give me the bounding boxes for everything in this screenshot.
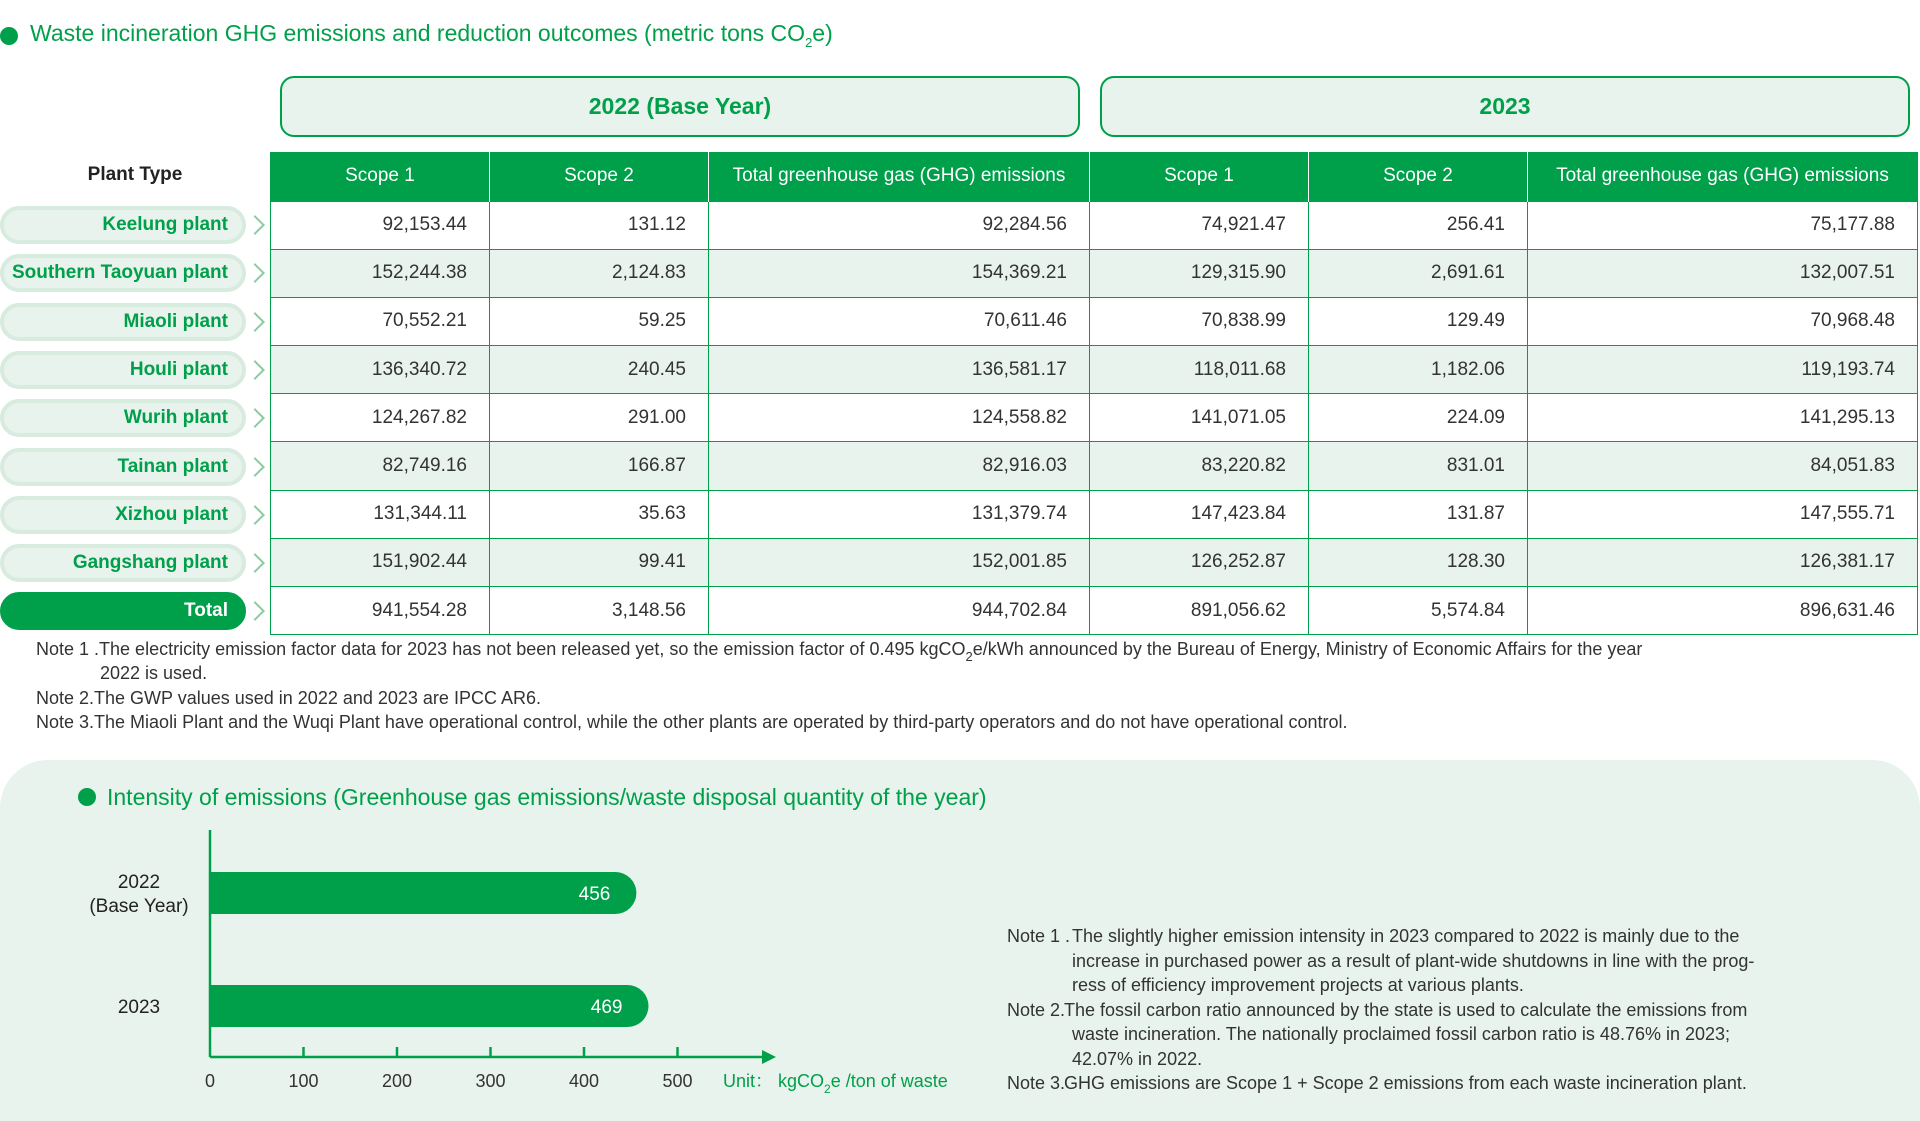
- category-label: (Base Year): [89, 896, 189, 917]
- table-cell: 92,153.44: [271, 201, 490, 249]
- category-label: 2023: [117, 997, 161, 1018]
- table-cell: 240.45: [490, 346, 709, 394]
- chevron-right-icon: [245, 263, 265, 283]
- table-cell: 59.25: [490, 297, 709, 345]
- table-row: [271, 538, 1918, 586]
- table-row: [271, 394, 1918, 442]
- table-cell: 831.01: [1309, 442, 1528, 490]
- table-cell: 126,381.17: [1528, 538, 1918, 586]
- table-row: [271, 297, 1918, 345]
- table-cell: 35.63: [490, 490, 709, 538]
- table-cell: 129.49: [1309, 297, 1528, 345]
- col-header: Total greenhouse gas (GHG) emissions: [709, 152, 1090, 201]
- intensity-note-line: 42.07% in 2022.: [1072, 1048, 1203, 1069]
- table-cell: 128.30: [1309, 538, 1528, 586]
- plant-label: Southern Taoyuan plant: [0, 254, 246, 292]
- table-cell: 118,011.68: [1090, 346, 1309, 394]
- chevron-right-icon: [245, 505, 265, 525]
- col-header: Scope 2: [1309, 152, 1528, 201]
- plant-label: Miaoli plant: [0, 303, 246, 341]
- table-cell: 75,177.88: [1528, 201, 1918, 249]
- table-cell: 70,611.46: [709, 297, 1090, 345]
- intensity-note-line: increase in purchased power as a result of plant-wide shutdowns in line with the prog-: [1072, 950, 1755, 971]
- plant-label: Tainan plant: [0, 448, 246, 486]
- col-header: Total greenhouse gas (GHG) emissions: [1528, 152, 1918, 201]
- col-header: Scope 1: [1090, 152, 1309, 201]
- x-axis-unit-label: Unit： kgCO$_2$e /ton of waste: [723, 1071, 948, 1096]
- table-cell: 92,284.56: [709, 201, 1090, 249]
- table-cell: 131,379.74: [709, 490, 1090, 538]
- table-cell: 224.09: [1309, 394, 1528, 442]
- intensity-chart: [0, 820, 1000, 1120]
- chevron-right-icon: [245, 408, 265, 428]
- table-cell: 131.12: [490, 201, 709, 249]
- table-cell: 941,554.28: [271, 587, 490, 635]
- x-tick-label: 200: [381, 1071, 413, 1091]
- chevron-right-icon: [245, 215, 265, 235]
- year-header-2023: 2023: [1100, 76, 1910, 137]
- table-cell: 126,252.87: [1090, 538, 1309, 586]
- year-header-2022: 2022 (Base Year): [280, 76, 1080, 137]
- bar: [210, 985, 649, 1027]
- chevron-right-icon: [245, 601, 265, 621]
- table-cell: 166.87: [490, 442, 709, 490]
- table-cell: 84,051.83: [1528, 442, 1918, 490]
- plant-label: Keelung plant: [0, 206, 246, 244]
- table-note-1-cont: 2022 is used.: [100, 663, 208, 683]
- plant-label: Xizhou plant: [0, 496, 246, 534]
- chevron-right-icon: [245, 312, 265, 332]
- category-label: 2022: [117, 872, 161, 893]
- table-cell: 70,968.48: [1528, 297, 1918, 345]
- table-row: [271, 490, 1918, 538]
- section-title: Waste incineration GHG emissions and reduction outcomes (metric tons $CO_2e$): [30, 20, 833, 50]
- table-cell: 136,581.17: [709, 346, 1090, 394]
- intensity-note-line: The fossil carbon ratio announced by the state is used to calculate the emissions from: [1064, 999, 1748, 1020]
- table-cell: 82,916.03: [709, 442, 1090, 490]
- table-row: [271, 442, 1918, 490]
- table-note-1: Note 1 .The electricity emission factor data for 2023 has not been released yet, so the emission factor of 0.495 kgCO$_2$e/kWh announced by the Bureau of Energy, Ministry of Economic Affairs for the year: [36, 639, 1643, 664]
- x-tick-label: 500: [662, 1071, 693, 1091]
- table-cell: 119,193.74: [1528, 346, 1918, 394]
- chevron-right-icon: [245, 553, 265, 573]
- table-row: [271, 346, 1918, 394]
- plant-label: Total: [0, 592, 246, 630]
- table-cell: 124,267.82: [271, 394, 490, 442]
- intensity-note-line: ress of efficiency improvement projects at various plants.: [1072, 975, 1524, 995]
- table-cell: 896,631.46: [1528, 587, 1918, 635]
- table-cell: 151,902.44: [271, 538, 490, 586]
- intensity-note-label: Note 3.: [1007, 1073, 1066, 1093]
- x-tick-label: 100: [288, 1071, 319, 1091]
- bar-value-label: 456: [578, 884, 611, 905]
- table-cell: 891,056.62: [1090, 587, 1309, 635]
- bar-value-label: 469: [590, 997, 623, 1018]
- x-tick-label: 0: [204, 1071, 216, 1091]
- table-cell: 147,423.84: [1090, 490, 1309, 538]
- table-header-row: [271, 152, 1918, 201]
- plant-type-header: Plant Type: [87, 164, 183, 185]
- table-cell: 131.87: [1309, 490, 1528, 538]
- table-cell: 3,148.56: [490, 587, 709, 635]
- table-cell: 99.41: [490, 538, 709, 586]
- table-cell: 944,702.84: [709, 587, 1090, 635]
- chevron-right-icon: [245, 360, 265, 380]
- table-cell: 136,340.72: [271, 346, 490, 394]
- table-cell: 152,001.85: [709, 538, 1090, 586]
- table-cell: 141,295.13: [1528, 394, 1918, 442]
- table-cell: 70,838.99: [1090, 297, 1309, 345]
- table-row: [271, 201, 1918, 249]
- intensity-note-line: waste incineration. The nationally proclaimed fossil carbon ratio is 48.76% in 2023;: [1072, 1024, 1731, 1044]
- table-cell: 2,691.61: [1309, 249, 1528, 297]
- table-cell: 129,315.90: [1090, 249, 1309, 297]
- table-cell: 83,220.82: [1090, 442, 1309, 490]
- table-cell: 132,007.51: [1528, 249, 1918, 297]
- x-tick-label: 400: [568, 1071, 600, 1091]
- table-cell: 82,749.16: [271, 442, 490, 490]
- chevron-right-icon: [245, 457, 265, 477]
- table-cell: 154,369.21: [709, 249, 1090, 297]
- col-header: Scope 2: [490, 152, 709, 201]
- table-row: [271, 249, 1918, 297]
- intensity-note-label: Note 1 .: [1007, 926, 1071, 946]
- table-note-3: Note 3.The Miaoli Plant and the Wuqi Plant have operational control, while the other plants are operated by third-party operators and do not have operational control.: [36, 712, 1348, 732]
- plant-label: Houli plant: [0, 351, 246, 389]
- table-note-2: Note 2.The GWP values used in 2022 and 2023 are IPCC AR6.: [36, 688, 541, 708]
- table-cell: 291.00: [490, 394, 709, 442]
- intensity-note-line: GHG emissions are Scope 1 + Scope 2 emissions from each waste incineration plant.: [1064, 1073, 1747, 1093]
- table-cell: 131,344.11: [271, 490, 490, 538]
- table-cell: 2,124.83: [490, 249, 709, 297]
- plant-label: Gangshang plant: [0, 544, 246, 582]
- table-cell: 5,574.84: [1309, 587, 1528, 635]
- table-row: [271, 587, 1918, 635]
- title-bullet-icon: [0, 27, 18, 45]
- plant-label: Wurih plant: [0, 399, 246, 437]
- intensity-title: Intensity of emissions (Greenhouse gas emissions/waste disposal quantity of the year): [107, 784, 987, 810]
- bar: [210, 872, 636, 914]
- table-cell: 70,552.21: [271, 297, 490, 345]
- col-header: Scope 1: [271, 152, 490, 201]
- table-cell: 256.41: [1309, 201, 1528, 249]
- table-cell: 1,182.06: [1309, 346, 1528, 394]
- intensity-bullet-icon: [78, 788, 96, 806]
- emissions-table: [270, 152, 1918, 635]
- x-axis-arrow-icon: [762, 1050, 776, 1064]
- table-cell: 141,071.05: [1090, 394, 1309, 442]
- table-cell: 147,555.71: [1528, 490, 1918, 538]
- table-cell: 152,244.38: [271, 249, 490, 297]
- table-cell: 74,921.47: [1090, 201, 1309, 249]
- intensity-note-label: Note 2.: [1007, 999, 1066, 1020]
- table-cell: 124,558.82: [709, 394, 1090, 442]
- x-tick-label: 300: [475, 1071, 506, 1091]
- intensity-note-line: The slightly higher emission intensity in 2023 compared to 2022 is mainly due to the: [1072, 926, 1740, 946]
